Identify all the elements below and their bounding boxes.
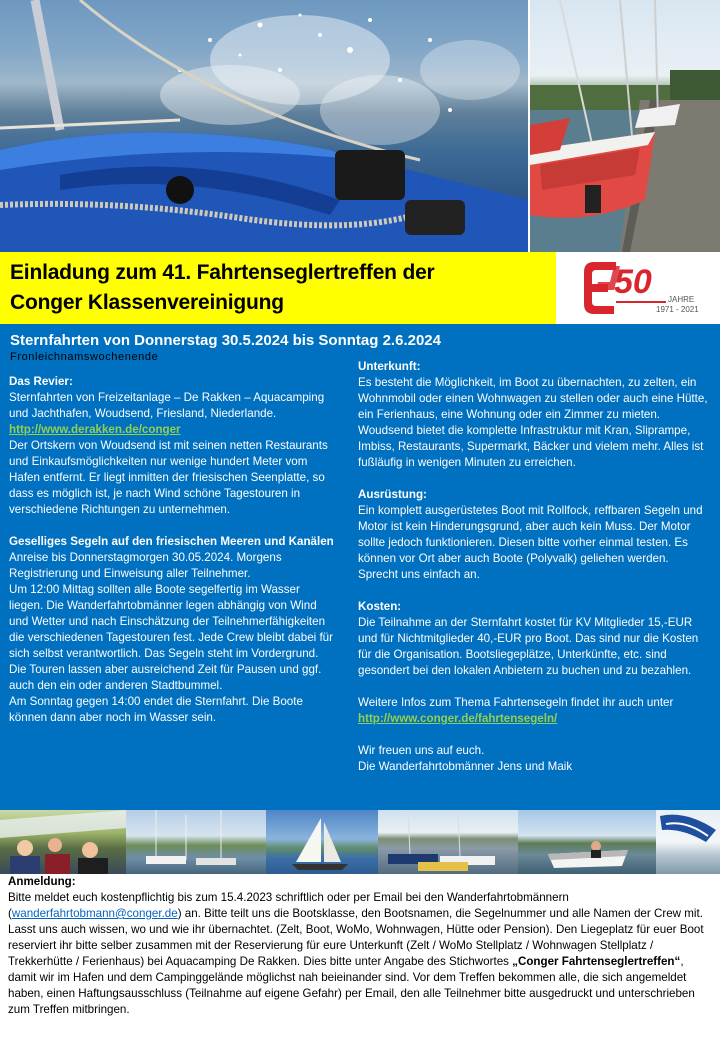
sailboat-spray-photo <box>0 0 528 252</box>
derakken-link[interactable]: http://www.derakken.de/conger <box>9 423 181 436</box>
anmeldung-text-part2: ) an. Bitte teilt uns die Bootsklasse, den Bootsnamen, die Segelnummer und alle Namen der Crew mit. Lasst uns auch wissen, wo und wie ihr übernachtet. (Zelt, Boot, WoMo, Wohnwagen, Hütte oder Pension). Den Liegeplatz für euer Boot reserviert ihr bitte selber zusammen mit der Reservierung für eure Unterkunft (Zelt / WoMo Stellplatz / Wohnwagen Stellplatz / Trekkerhütte / Ferienhaus) bei Aquacamping De Rakken. Dies bitte unter Angabe des Stichwortes <box>8 907 704 968</box>
segeln-schedule: Um 12:00 Mittag sollten alle Boote segelfertig im Wasser liegen. Die Wanderfahrtobmänner legen abhängig von Wind und Wetter und nach Einschätzung der Teilnehmerfähigkeiten die verschiedenen Tagestouren fest. Jede Crew bleibt dabei für sich selbst verantwortlich. Das Segeln steht im Vordergrund. Die Touren lassen aber ausreichend Zeit für Pausen und ggf. auch den ein oder anderen Stadtbummel. <box>9 583 333 692</box>
closing-line1: Wir freuen uns auf euch. <box>358 744 485 757</box>
kosten-text: Die Teilnahme an der Sternfahrt kostet für KV Mitglieder 15,-EUR und für Nichtmitglieder 40,-EUR pro Boot. Das sind nur die Kosten für die Organisation. Bootsliegeplätze, Unterkünfte, etc. sind gesondert bei den lokalen Anbietern zu buchen und zu bezahlen. <box>358 616 699 677</box>
email-link[interactable]: wanderfahrtobmann@conger.de <box>11 907 178 920</box>
anmeldung-text-part1: Bitte meldet euch kostenpflichtig bis zum 15.4.2023 schriftlich oder per Email bei den Wanderfahrtobmännern ( <box>8 891 569 920</box>
logo-text-years: 1971 - 2021 <box>656 305 699 314</box>
logo-number: 50 <box>614 263 652 301</box>
event-dates: Sternfahrten von Donnerstag 30.5.2024 bis Sonntag 2.6.2024 <box>10 332 441 349</box>
event-weekend: Fronleichnamswochenende <box>10 351 159 363</box>
page-title-line2: Conger Klassenvereinigung <box>10 291 284 314</box>
ausruestung-heading: Ausrüstung: <box>358 488 427 501</box>
segeln-heading: Geselliges Segeln auf den friesischen Meeren und Kanälen <box>9 535 334 548</box>
left-column <box>9 374 335 726</box>
revier-description: Der Ortskern von Woudsend ist mit seinen netten Restaurants und Einkaufsmöglichkeiten nur wenige hundert Meter vom Hafen entfernt. Er liegt inmitten der friesischen Seenplatte, so dass es möglich ist, je nach Wind schöne Tagestouren in verschiedene Richtungen zu unternehmen. <box>9 439 328 516</box>
dinghy-photo <box>518 810 656 874</box>
sailboat-spray-illustration <box>0 0 528 252</box>
harbor-photo <box>378 810 518 874</box>
crew-table-photo <box>0 810 126 874</box>
anmeldung-text <box>8 890 712 1018</box>
segeln-arrival: Anreise bis Donnerstagmorgen 30.05.2024. Morgens Registrierung und Einweisung aller Teilnehmer. <box>9 551 282 580</box>
conger-50-logo <box>556 252 720 324</box>
harbor-boats-illustration <box>530 0 720 252</box>
revier-heading: Das Revier: <box>9 375 73 388</box>
content-panel <box>0 324 720 810</box>
unterkunft-text: Es besteht die Möglichkeit, im Boot zu übernachten, zu zelten, ein Wohnmobil oder einen Wohnwagen zu stellen oder auch eine Hütte, ein Ferienhaus, eine Wohnung oder ein Zimmer zu mieten. Woudsend bietet die komplette Infrastruktur mit Kran, Sliprampe, Imbiss, Restaurants, Supermarkt, Bäcker und vielem mehr. Alles ist fußläufig in wenigen Minuten zu erreichen. <box>358 376 708 469</box>
kosten-heading: Kosten: <box>358 600 402 613</box>
fahrtensegeln-link[interactable]: http://www.conger.de/fahrtensegeln/ <box>358 712 558 725</box>
closing-line2: Die Wanderfahrtobmänner Jens und Maik <box>358 760 573 773</box>
segeln-end: Am Sonntag gegen 14:00 endet die Sternfahrt. Die Boote können dann aber noch im Wasser sein. <box>9 695 303 724</box>
logo-text-jahre: JAHRE <box>668 295 695 304</box>
revier-text: Sternfahrten von Freizeitanlage – De Rakken – Aquacamping und Jachthafen, Woudsend, Friesland, Niederlande. <box>9 391 325 420</box>
registration-section <box>8 874 712 1018</box>
title-banner <box>0 252 556 324</box>
anmeldung-keyword: „Conger Fahrtenseglertreffen“ <box>512 955 681 968</box>
infos-label: Weitere Infos zum Thema Fahrtensegeln findet ihr auch unter <box>358 696 674 709</box>
infos-text <box>358 695 708 727</box>
sailing-boat-photo <box>266 810 378 874</box>
flags-photo <box>656 810 720 874</box>
anmeldung-text-part3: , damit wir im Hafen und dem Campinggelände möglichst nah beieinander sind. Vor dem Treffen bekommen alle, die sich angemeldet haben, einen Haftungsausschluss (Teilnahme auf eigene Gefahr) per Email, den alle Teilnehmer bitte ausgedruckt und unterschrieben zum Treffen mitbringen. <box>8 955 695 1016</box>
photo-strip <box>0 810 720 874</box>
unterkunft-heading: Unterkunft: <box>358 360 421 373</box>
page-title: Einladung zum 41. Fahrtenseglertreffen der <box>10 261 435 284</box>
marina-photo <box>126 810 266 874</box>
harbor-boats-photo <box>530 0 720 252</box>
ausruestung-text: Ein komplett ausgerüstetes Boot mit Rollfock, reffbaren Segeln und Motor ist kein Hinderungsgrund, aber auch kein Muss. Der Motor sollte jedoch funktionieren. Diesen bitte vorher einmal testen. Es können vor Ort aber auch Boote (Polyvalk) geliehen werden. Sprecht uns einfach an. <box>358 504 703 581</box>
conger-logo-icon <box>556 252 720 324</box>
anmeldung-heading: Anmeldung: <box>8 875 76 888</box>
right-column <box>358 359 708 775</box>
